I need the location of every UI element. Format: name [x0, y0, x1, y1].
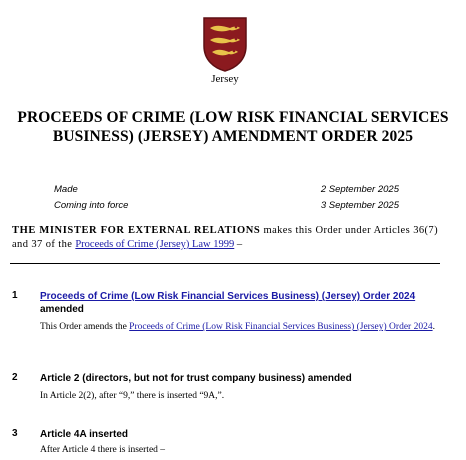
crest: [200, 16, 250, 88]
article-3: [12, 428, 440, 457]
article-body: [40, 321, 440, 334]
article-heading: Article 2 (directors, but not for trust company business) amended: [40, 373, 352, 384]
dates-table: [54, 182, 399, 214]
preamble-lead: THE MINISTER FOR EXTERNAL RELATIONS: [12, 225, 261, 236]
page-title: PROCEEDS OF CRIME (LOW RISK FINANCIAL SERVICES BUSINESS) (JERSEY) AMENDMENT ORDER 2025: [17, 109, 449, 145]
crest-label: Jersey: [211, 73, 239, 85]
article-number: 1: [12, 290, 18, 301]
order-2024-link[interactable]: Proceeds of Crime (Low Risk Financial Services Business) (Jersey) Order 2024: [40, 291, 416, 302]
date-label: Coming into force: [54, 200, 129, 211]
date-value: 3 September 2025: [320, 200, 399, 211]
article-body: After Article 4 there is inserted –: [40, 445, 166, 455]
divider: [10, 263, 440, 264]
preamble-tail: –: [234, 239, 243, 250]
date-row-made: [54, 182, 399, 198]
article-heading: Article 4A inserted: [40, 429, 128, 440]
article-number: 3: [12, 428, 18, 439]
date-label: Made: [54, 184, 78, 195]
article-body: In Article 2(2), after “9,” there is inserted “9A,”.: [40, 391, 225, 401]
preamble-text: makes this Order under Articles 36(7) and 37 of the: [12, 225, 438, 250]
date-row-in-force: [54, 198, 399, 214]
article-heading-tail: amended: [40, 304, 84, 315]
preamble: [12, 224, 438, 252]
article-number: 2: [12, 372, 18, 383]
article-body-text: This Order amends the: [40, 322, 130, 332]
article-1: [12, 290, 440, 334]
order-2024-body-link[interactable]: Proceeds of Crime (Low Risk Financial Services Business) (Jersey) Order 2024: [129, 322, 433, 332]
date-value: 2 September 2025: [320, 184, 399, 195]
jersey-crest-icon: [202, 16, 248, 72]
law-link[interactable]: Proceeds of Crime (Jersey) Law 1999: [75, 239, 235, 250]
article-2: [12, 372, 440, 403]
article-heading: [40, 290, 440, 316]
article-body-tail: .: [432, 322, 435, 332]
